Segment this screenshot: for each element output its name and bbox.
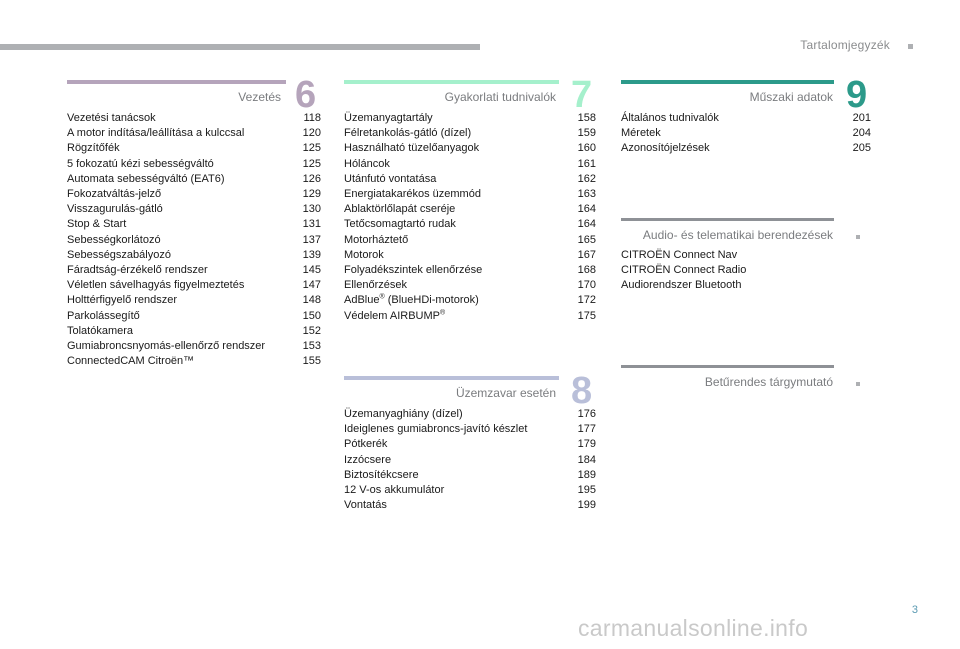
section-list [621, 111, 871, 157]
section-title: Műszaki adatok [749, 90, 833, 104]
section-bar [621, 80, 834, 84]
toc-entry-page: 155 [302, 355, 321, 368]
toc-entry[interactable] [344, 309, 596, 324]
toc-entry[interactable] [344, 293, 596, 308]
toc-entry[interactable] [344, 483, 596, 498]
toc-entry-page: 172 [577, 294, 596, 307]
toc-entry[interactable] [344, 407, 596, 422]
toc-entry-page: 153 [302, 340, 321, 353]
toc-entry-page: 179 [577, 438, 596, 451]
toc-entry[interactable] [344, 468, 596, 483]
toc-entry[interactable] [621, 111, 871, 126]
toc-entry-page: 148 [302, 294, 321, 307]
toc-entry-page: 189 [577, 468, 596, 481]
header-bar [0, 44, 480, 50]
toc-entry-page: 158 [577, 112, 596, 124]
toc-entry-label: Ablaktörlőlapát cseréje [344, 203, 456, 216]
toc-entry-label: Védelem AIRBUMP® [344, 308, 446, 322]
toc-entry[interactable] [344, 172, 596, 187]
toc-entry[interactable] [67, 202, 321, 217]
toc-entry-page: 161 [577, 157, 596, 170]
toc-entry-label: Tetőcsomagtartó rudak [344, 218, 456, 231]
toc-entry-page: 126 [302, 172, 321, 185]
toc-entry-label: Energiatakarékos üzemmód [344, 188, 481, 201]
toc-entry-page: 131 [302, 218, 321, 231]
toc-entry[interactable] [67, 187, 321, 202]
toc-entry-label: AdBlue® (BlueHDi-motorok) [344, 293, 479, 307]
toc-entry-page: 137 [302, 233, 321, 246]
section-bar [67, 80, 286, 84]
toc-entry[interactable] [67, 217, 321, 232]
section-title: Betűrendes tárgymutató [704, 375, 833, 389]
toc-entry[interactable] [344, 422, 596, 437]
section-bar [621, 218, 834, 221]
toc-entry-label: Motorok [344, 248, 384, 261]
header-square [908, 44, 913, 49]
toc-entry[interactable] [344, 141, 596, 156]
watermark: carmanualsonline.info [578, 615, 809, 641]
section-number: 9 [846, 74, 868, 116]
toc-entry-page: 147 [302, 279, 321, 292]
section-title: Vezetés [238, 90, 281, 104]
toc-entry-label: Pótkerék [344, 438, 388, 451]
toc-entry-label: Tolatókamera [67, 324, 134, 337]
toc-entry[interactable] [67, 172, 321, 187]
toc-entry[interactable] [67, 278, 321, 293]
toc-entry-label: 5 fokozatú kézi sebességváltó [67, 157, 214, 170]
toc-entry-page: 175 [577, 309, 596, 322]
toc-entry-page: 170 [577, 279, 596, 292]
toc-entry-label: CITROËN Connect Radio [621, 264, 747, 277]
toc-entry[interactable] [344, 187, 596, 202]
section-list [344, 407, 596, 513]
toc-entry[interactable] [344, 202, 596, 217]
toc-entry-label: Ideiglenes gumiabroncs-javító készlet [344, 423, 528, 436]
toc-entry[interactable] [67, 141, 321, 156]
toc-entry-label: Méretek [621, 127, 661, 140]
toc-entry-label: Biztosítékcsere [344, 468, 419, 481]
page-title: Tartalomjegyzék [800, 38, 890, 52]
toc-entry-label: Sebességkorlátozó [67, 233, 161, 246]
toc-entry[interactable] [67, 354, 321, 369]
toc-entry-page: 152 [302, 324, 321, 337]
toc-entry-label: Használható tüzelőanyagok [344, 142, 480, 155]
toc-entry[interactable] [344, 453, 596, 468]
toc-entry[interactable] [621, 248, 871, 263]
section-number: 8 [571, 370, 593, 412]
section-list [344, 111, 596, 324]
toc-entry-label: Vontatás [344, 499, 387, 512]
section-title: Üzemzavar esetén [455, 386, 556, 400]
toc-entry-label: Fokozatváltás-jelző [67, 188, 162, 201]
section-list [621, 248, 871, 294]
toc-entry-page: 184 [577, 453, 596, 466]
toc-entry-label: Izzócsere [344, 453, 392, 466]
toc-entry[interactable] [344, 498, 596, 513]
section-number: 7 [571, 74, 593, 116]
toc-entry-label: Vezetési tanácsok [67, 112, 156, 124]
toc-entry[interactable] [344, 278, 596, 293]
toc-entry-page: 199 [577, 499, 596, 512]
toc-entry-label: CITROËN Connect Nav [621, 249, 738, 261]
toc-entry-label: Azonosítójelzések [621, 142, 710, 155]
toc-entry-label: Stop & Start [67, 218, 127, 231]
toc-entry-page: 125 [302, 157, 321, 170]
toc-entry-label: Általános tudnivalók [621, 112, 719, 124]
toc-entry-label: Automata sebességváltó (EAT6) [67, 172, 225, 185]
toc-entry-page: 164 [577, 218, 596, 231]
toc-entry[interactable] [67, 248, 321, 263]
toc-entry-label: Üzemanyagtartály [344, 112, 433, 124]
toc-entry-label: 12 V-os akkumulátor [344, 484, 445, 497]
toc-entry-label: Visszagurulás-gátló [67, 203, 163, 216]
toc-entry-page: 130 [302, 203, 321, 216]
toc-entry-label: Rögzítőfék [67, 142, 120, 155]
page-number: 3 [911, 604, 918, 616]
section-number: 6 [295, 74, 317, 116]
toc-entry-page: 160 [577, 142, 596, 155]
toc-entry-label: Hóláncok [344, 157, 390, 170]
toc-entry-page: 204 [852, 127, 871, 140]
toc-entry-label: Utánfutó vontatása [344, 172, 437, 185]
toc-entry-page: 118 [303, 112, 321, 124]
toc-entry[interactable] [621, 141, 871, 156]
toc-entry[interactable] [344, 217, 596, 232]
section-title: Audio- és telematikai berendezések [642, 228, 833, 242]
toc-entry[interactable] [67, 309, 321, 324]
toc-entry-page: 162 [577, 172, 596, 185]
toc-entry[interactable] [67, 233, 321, 248]
toc-entry-label: Félretankolás-gátló (dízel) [344, 127, 472, 140]
toc-entry-label: Ellenőrzések [344, 279, 407, 292]
toc-entry-page: 145 [302, 264, 321, 277]
toc-entry-label: Folyadékszintek ellenőrzése [344, 264, 483, 277]
toc-entry-label: Audiorendszer Bluetooth [621, 279, 742, 292]
toc-entry-page: 168 [577, 264, 596, 277]
toc-entry[interactable] [67, 157, 321, 172]
toc-entry[interactable] [344, 111, 596, 126]
toc-entry[interactable] [344, 263, 596, 278]
toc-entry-page: 129 [302, 188, 321, 201]
toc-entry-label: Sebességszabályozó [67, 248, 171, 261]
toc-entry[interactable] [344, 248, 596, 263]
toc-entry-page: 201 [852, 112, 871, 124]
section-bar [621, 365, 834, 368]
toc-entry-page: 163 [577, 188, 596, 201]
toc-entry[interactable] [67, 324, 321, 339]
toc-entry-page: 205 [852, 142, 871, 155]
toc-entry[interactable] [344, 157, 596, 172]
toc-entry[interactable] [67, 126, 321, 141]
toc-entry-label: Holttérfigyelő rendszer [67, 294, 178, 307]
toc-entry-page: 195 [577, 484, 596, 497]
toc-entry[interactable] [67, 263, 321, 278]
toc-entry[interactable] [621, 126, 871, 141]
toc-entry-page: 150 [302, 309, 321, 322]
toc-entry-label: Véletlen sávelhagyás figyelmeztetés [67, 279, 245, 292]
toc-entry-label: ConnectedCAM Citroën™ [67, 355, 195, 368]
section-list [67, 111, 321, 369]
section-square [856, 382, 860, 386]
toc-entry-label: A motor indítása/leállítása a kulccsal [67, 127, 245, 140]
toc-entry-page: 167 [577, 248, 596, 261]
toc-entry[interactable] [67, 293, 321, 308]
toc-entry-label: Motorháztető [344, 233, 409, 246]
toc-entry[interactable] [344, 437, 596, 452]
section-bar [344, 376, 559, 380]
toc-entry-label: Gumiabroncsnyomás-ellenőrző rendszer [67, 340, 266, 353]
toc-entry-label: Fáradtság-érzékelő rendszer [67, 264, 208, 277]
toc-entry-page: 159 [577, 127, 596, 140]
toc-entry[interactable] [67, 339, 321, 354]
toc-entry[interactable] [344, 233, 596, 248]
toc-entry[interactable] [621, 278, 871, 293]
toc-entry-page: 120 [302, 127, 321, 140]
section-title: Gyakorlati tudnivalók [444, 90, 556, 104]
toc-entry-page: 177 [577, 423, 596, 436]
section-square [856, 235, 860, 239]
toc-entry-label: Parkolássegítő [67, 309, 140, 322]
toc-entry[interactable] [67, 111, 321, 126]
toc-entry-page: 176 [577, 408, 596, 420]
section-bar [344, 80, 559, 84]
toc-entry-page: 164 [577, 203, 596, 216]
toc-entry[interactable] [344, 126, 596, 141]
toc-entry-page: 125 [302, 142, 321, 155]
toc-entry[interactable] [621, 263, 871, 278]
toc-entry-page: 139 [302, 248, 321, 261]
toc-entry-label: Üzemanyaghiány (dízel) [344, 408, 463, 420]
toc-entry-page: 165 [577, 233, 596, 246]
